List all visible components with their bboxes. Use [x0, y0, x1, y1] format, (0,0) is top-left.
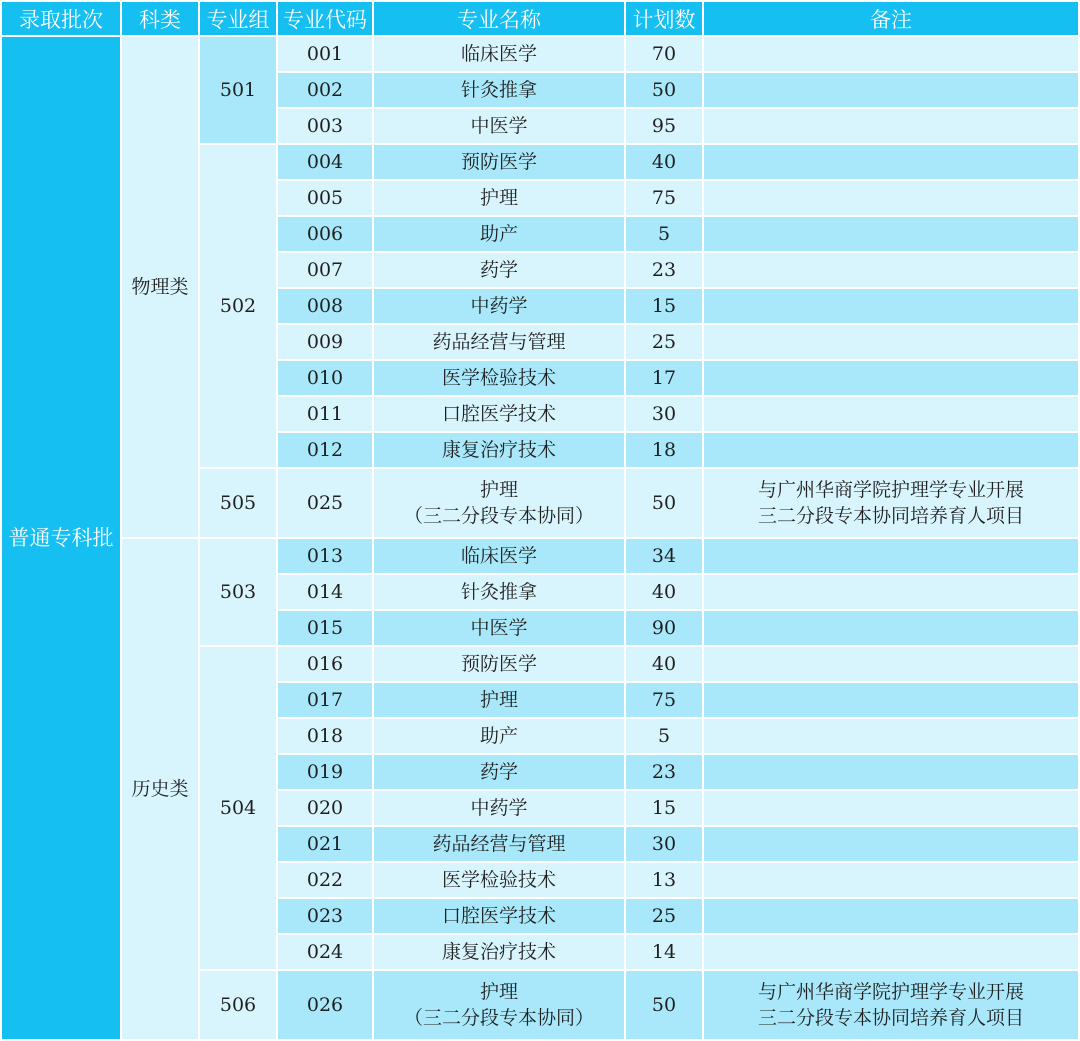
major-name: 预防医学: [460, 151, 537, 173]
major-name-cell: [374, 145, 624, 179]
group-cell: 501: [200, 37, 276, 143]
code-cell: 005: [278, 181, 372, 215]
major-name-cell: [374, 719, 624, 753]
plan-cell: 25: [626, 325, 702, 359]
note-cell: [704, 827, 1078, 861]
major-name-cell: [374, 827, 624, 861]
code-cell: 014: [278, 575, 372, 609]
major-name-cell: [374, 611, 624, 645]
plan-cell: 23: [626, 755, 702, 789]
header-major-name: 专业名称: [374, 2, 624, 35]
code-cell: 010: [278, 361, 372, 395]
plan-cell: 40: [626, 647, 702, 681]
major-name-sub: （三二分段专本协同）: [403, 1007, 594, 1029]
major-name-cell: [374, 899, 624, 933]
major-name-cell: [374, 469, 624, 537]
note-cell: [704, 433, 1078, 467]
code-cell: 015: [278, 611, 372, 645]
note-line-1: 与广州华商学院护理学专业开展: [757, 981, 1024, 1003]
major-name-cell: [374, 109, 624, 143]
code-cell: 002: [278, 73, 372, 107]
major-name-cell: [374, 433, 624, 467]
major-name: 药品经营与管理: [432, 833, 566, 855]
note-cell: [704, 289, 1078, 323]
note-cell: [704, 935, 1078, 969]
group-cell: 506: [200, 971, 276, 1039]
major-name-cell: [374, 791, 624, 825]
note-cell: [704, 899, 1078, 933]
code-cell: 017: [278, 683, 372, 717]
major-name: 药学: [479, 761, 518, 783]
major-name-cell: [374, 647, 624, 681]
major-name-cell: [374, 289, 624, 323]
major-name: 医学检验技术: [441, 367, 556, 389]
note-cell: [704, 683, 1078, 717]
note-cell: [704, 971, 1078, 1039]
major-name: 中医学: [470, 115, 528, 137]
note-cell: [704, 253, 1078, 287]
code-cell: 004: [278, 145, 372, 179]
code-cell: 003: [278, 109, 372, 143]
header-group: 专业组: [200, 2, 276, 35]
plan-cell: 95: [626, 109, 702, 143]
code-cell: 019: [278, 755, 372, 789]
major-name-sub: （三二分段专本协同）: [403, 505, 594, 527]
major-name: 预防医学: [460, 653, 537, 675]
major-name: 临床医学: [460, 545, 537, 567]
plan-cell: 23: [626, 253, 702, 287]
major-name-cell: [374, 37, 624, 71]
major-name: 中药学: [470, 797, 528, 819]
table-row: [2, 37, 1078, 71]
code-cell: 011: [278, 397, 372, 431]
plan-cell: 25: [626, 899, 702, 933]
note-cell: [704, 647, 1078, 681]
code-cell: 026: [278, 971, 372, 1039]
code-cell: 018: [278, 719, 372, 753]
major-name: 口腔医学技术: [441, 403, 556, 425]
major-name: 口腔医学技术: [441, 905, 556, 927]
note-cell: [704, 397, 1078, 431]
group-cell: 503: [200, 539, 276, 645]
code-cell: 008: [278, 289, 372, 323]
group-cell: 505: [200, 469, 276, 537]
note-cell: [704, 37, 1078, 71]
major-name-cell: [374, 863, 624, 897]
note-cell: [704, 181, 1078, 215]
note-cell: [704, 791, 1078, 825]
table-row: [2, 539, 1078, 573]
code-cell: 024: [278, 935, 372, 969]
plan-cell: 17: [626, 361, 702, 395]
major-name: 药学: [479, 259, 518, 281]
note-cell: [704, 469, 1078, 537]
plan-cell: 5: [626, 217, 702, 251]
major-name-cell: [374, 935, 624, 969]
category-cell: 历史类: [122, 539, 198, 1039]
note-cell: [704, 719, 1078, 753]
note-line-1: 与广州华商学院护理学专业开展: [757, 479, 1024, 501]
major-name: 护理: [479, 479, 518, 501]
code-cell: 013: [278, 539, 372, 573]
major-name: 医学检验技术: [441, 869, 556, 891]
note-cell: [704, 611, 1078, 645]
major-name: 助产: [479, 223, 518, 245]
major-name-cell: [374, 539, 624, 573]
major-name: 针灸推拿: [460, 79, 537, 101]
major-name-cell: [374, 73, 624, 107]
category-cell: 物理类: [122, 37, 198, 537]
major-name: 中医学: [470, 617, 528, 639]
plan-cell: 34: [626, 539, 702, 573]
note-cell: [704, 217, 1078, 251]
plan-cell: 70: [626, 37, 702, 71]
plan-cell: 90: [626, 611, 702, 645]
major-name: 临床医学: [460, 43, 537, 65]
header-batch: 录取批次: [2, 2, 120, 35]
header-plan: 计划数: [626, 2, 702, 35]
code-cell: 007: [278, 253, 372, 287]
major-name: 护理: [479, 187, 518, 209]
code-cell: 025: [278, 469, 372, 537]
table-body: [2, 37, 1078, 1039]
code-cell: 021: [278, 827, 372, 861]
code-cell: 016: [278, 647, 372, 681]
major-name-cell: [374, 361, 624, 395]
note-cell: [704, 575, 1078, 609]
note-cell: [704, 755, 1078, 789]
note-cell: [704, 325, 1078, 359]
note-cell: [704, 539, 1078, 573]
note-cell: [704, 73, 1078, 107]
plan-cell: 50: [626, 73, 702, 107]
major-name-cell: [374, 253, 624, 287]
code-cell: 020: [278, 791, 372, 825]
note-cell: [704, 863, 1078, 897]
plan-cell: 30: [626, 397, 702, 431]
major-name-cell: [374, 397, 624, 431]
major-name-cell: [374, 971, 624, 1039]
plan-cell: 15: [626, 791, 702, 825]
plan-cell: 50: [626, 971, 702, 1039]
major-name: 康复治疗技术: [441, 941, 556, 963]
code-cell: 023: [278, 899, 372, 933]
plan-cell: 40: [626, 575, 702, 609]
plan-cell: 18: [626, 433, 702, 467]
plan-cell: 40: [626, 145, 702, 179]
major-name: 针灸推拿: [460, 581, 537, 603]
batch-cell: 普通专科批: [2, 37, 120, 1039]
major-name-cell: [374, 181, 624, 215]
group-cell: 502: [200, 145, 276, 467]
header-category: 科类: [122, 2, 198, 35]
note-cell: [704, 109, 1078, 143]
major-name-cell: [374, 325, 624, 359]
code-cell: 022: [278, 863, 372, 897]
note-line-2: 三二分段专本协同培养育人项目: [757, 505, 1024, 527]
code-cell: 009: [278, 325, 372, 359]
note-line-2: 三二分段专本协同培养育人项目: [757, 1007, 1024, 1029]
note-cell: [704, 361, 1078, 395]
plan-cell: 13: [626, 863, 702, 897]
plan-cell: 75: [626, 181, 702, 215]
major-name: 中药学: [470, 295, 528, 317]
major-name: 护理: [479, 981, 518, 1003]
major-name-cell: [374, 683, 624, 717]
major-name: 护理: [479, 689, 518, 711]
note-cell: [704, 145, 1078, 179]
major-name: 药品经营与管理: [432, 331, 566, 353]
major-name-cell: [374, 217, 624, 251]
header-code: 专业代码: [278, 2, 372, 35]
major-name-cell: [374, 575, 624, 609]
major-name: 助产: [479, 725, 518, 747]
header-note: 备注: [704, 2, 1078, 35]
group-cell: 504: [200, 647, 276, 969]
header-row: [2, 2, 1078, 35]
code-cell: 001: [278, 37, 372, 71]
plan-cell: 14: [626, 935, 702, 969]
major-name-cell: [374, 755, 624, 789]
plan-cell: 30: [626, 827, 702, 861]
major-name: 康复治疗技术: [441, 439, 556, 461]
code-cell: 006: [278, 217, 372, 251]
plan-cell: 50: [626, 469, 702, 537]
plan-cell: 75: [626, 683, 702, 717]
plan-cell: 15: [626, 289, 702, 323]
plan-cell: 5: [626, 719, 702, 753]
code-cell: 012: [278, 433, 372, 467]
